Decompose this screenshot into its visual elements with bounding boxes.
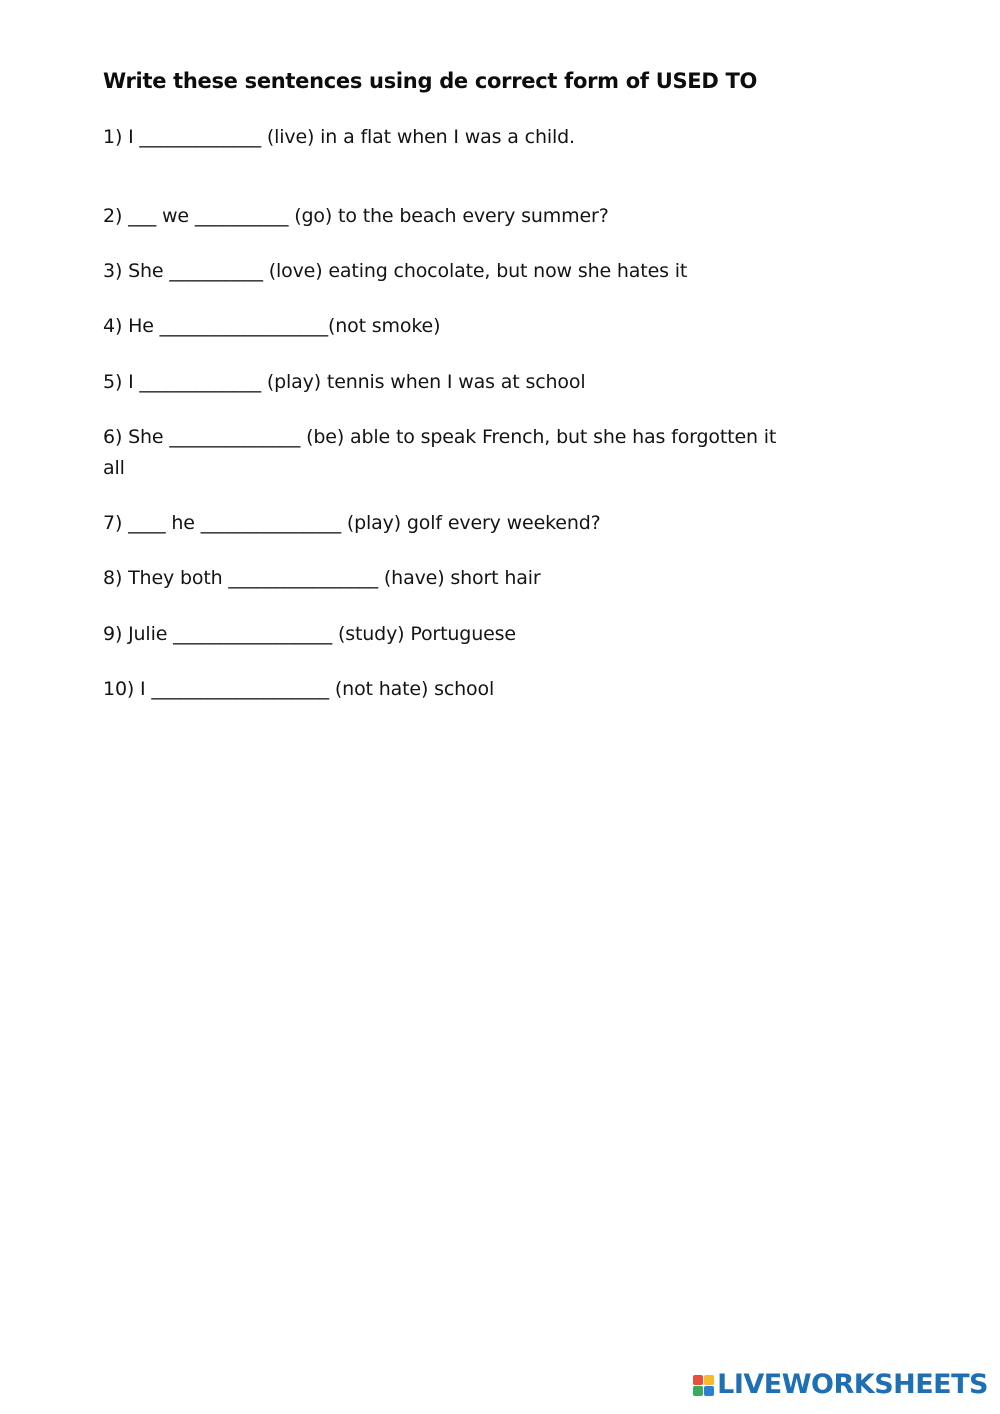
liveworksheets-mark-icon bbox=[693, 1375, 714, 1396]
exercise-item-2: 2) ___ we __________ (go) to the beach every summer? bbox=[103, 205, 609, 227]
exercise-item-8: 8) They both ________________ (have) short hair bbox=[103, 567, 541, 589]
exercise-item-5: 5) I _____________ (play) tennis when I was at school bbox=[103, 371, 586, 393]
exercise-item-6: 6) She ______________ (be) able to speak French, but she has forgotten it all bbox=[103, 426, 783, 479]
worksheet-title: Write these sentences using de correct form of USED TO bbox=[103, 69, 758, 93]
logo-square-yellow bbox=[704, 1375, 714, 1385]
exercise-item-9: 9) Julie _________________ (study) Portuguese bbox=[103, 623, 516, 645]
logo-square-red bbox=[693, 1375, 703, 1385]
exercise-item-4: 4) He __________________(not smoke) bbox=[103, 315, 441, 337]
logo-square-green bbox=[693, 1386, 703, 1396]
liveworksheets-logo bbox=[693, 1370, 988, 1400]
exercise-item-10: 10) I ___________________ (not hate) school bbox=[103, 678, 495, 700]
logo-square-blue bbox=[704, 1386, 714, 1396]
exercise-item-1: 1) I _____________ (live) in a flat when I was a child. bbox=[103, 126, 575, 148]
exercise-item-7: 7) ____ he _______________ (play) golf every weekend? bbox=[103, 512, 601, 534]
exercise-item-3: 3) She __________ (love) eating chocolate, but now she hates it bbox=[103, 260, 688, 282]
liveworksheets-brand-text: LIVEWORKSHEETS bbox=[717, 1369, 988, 1400]
